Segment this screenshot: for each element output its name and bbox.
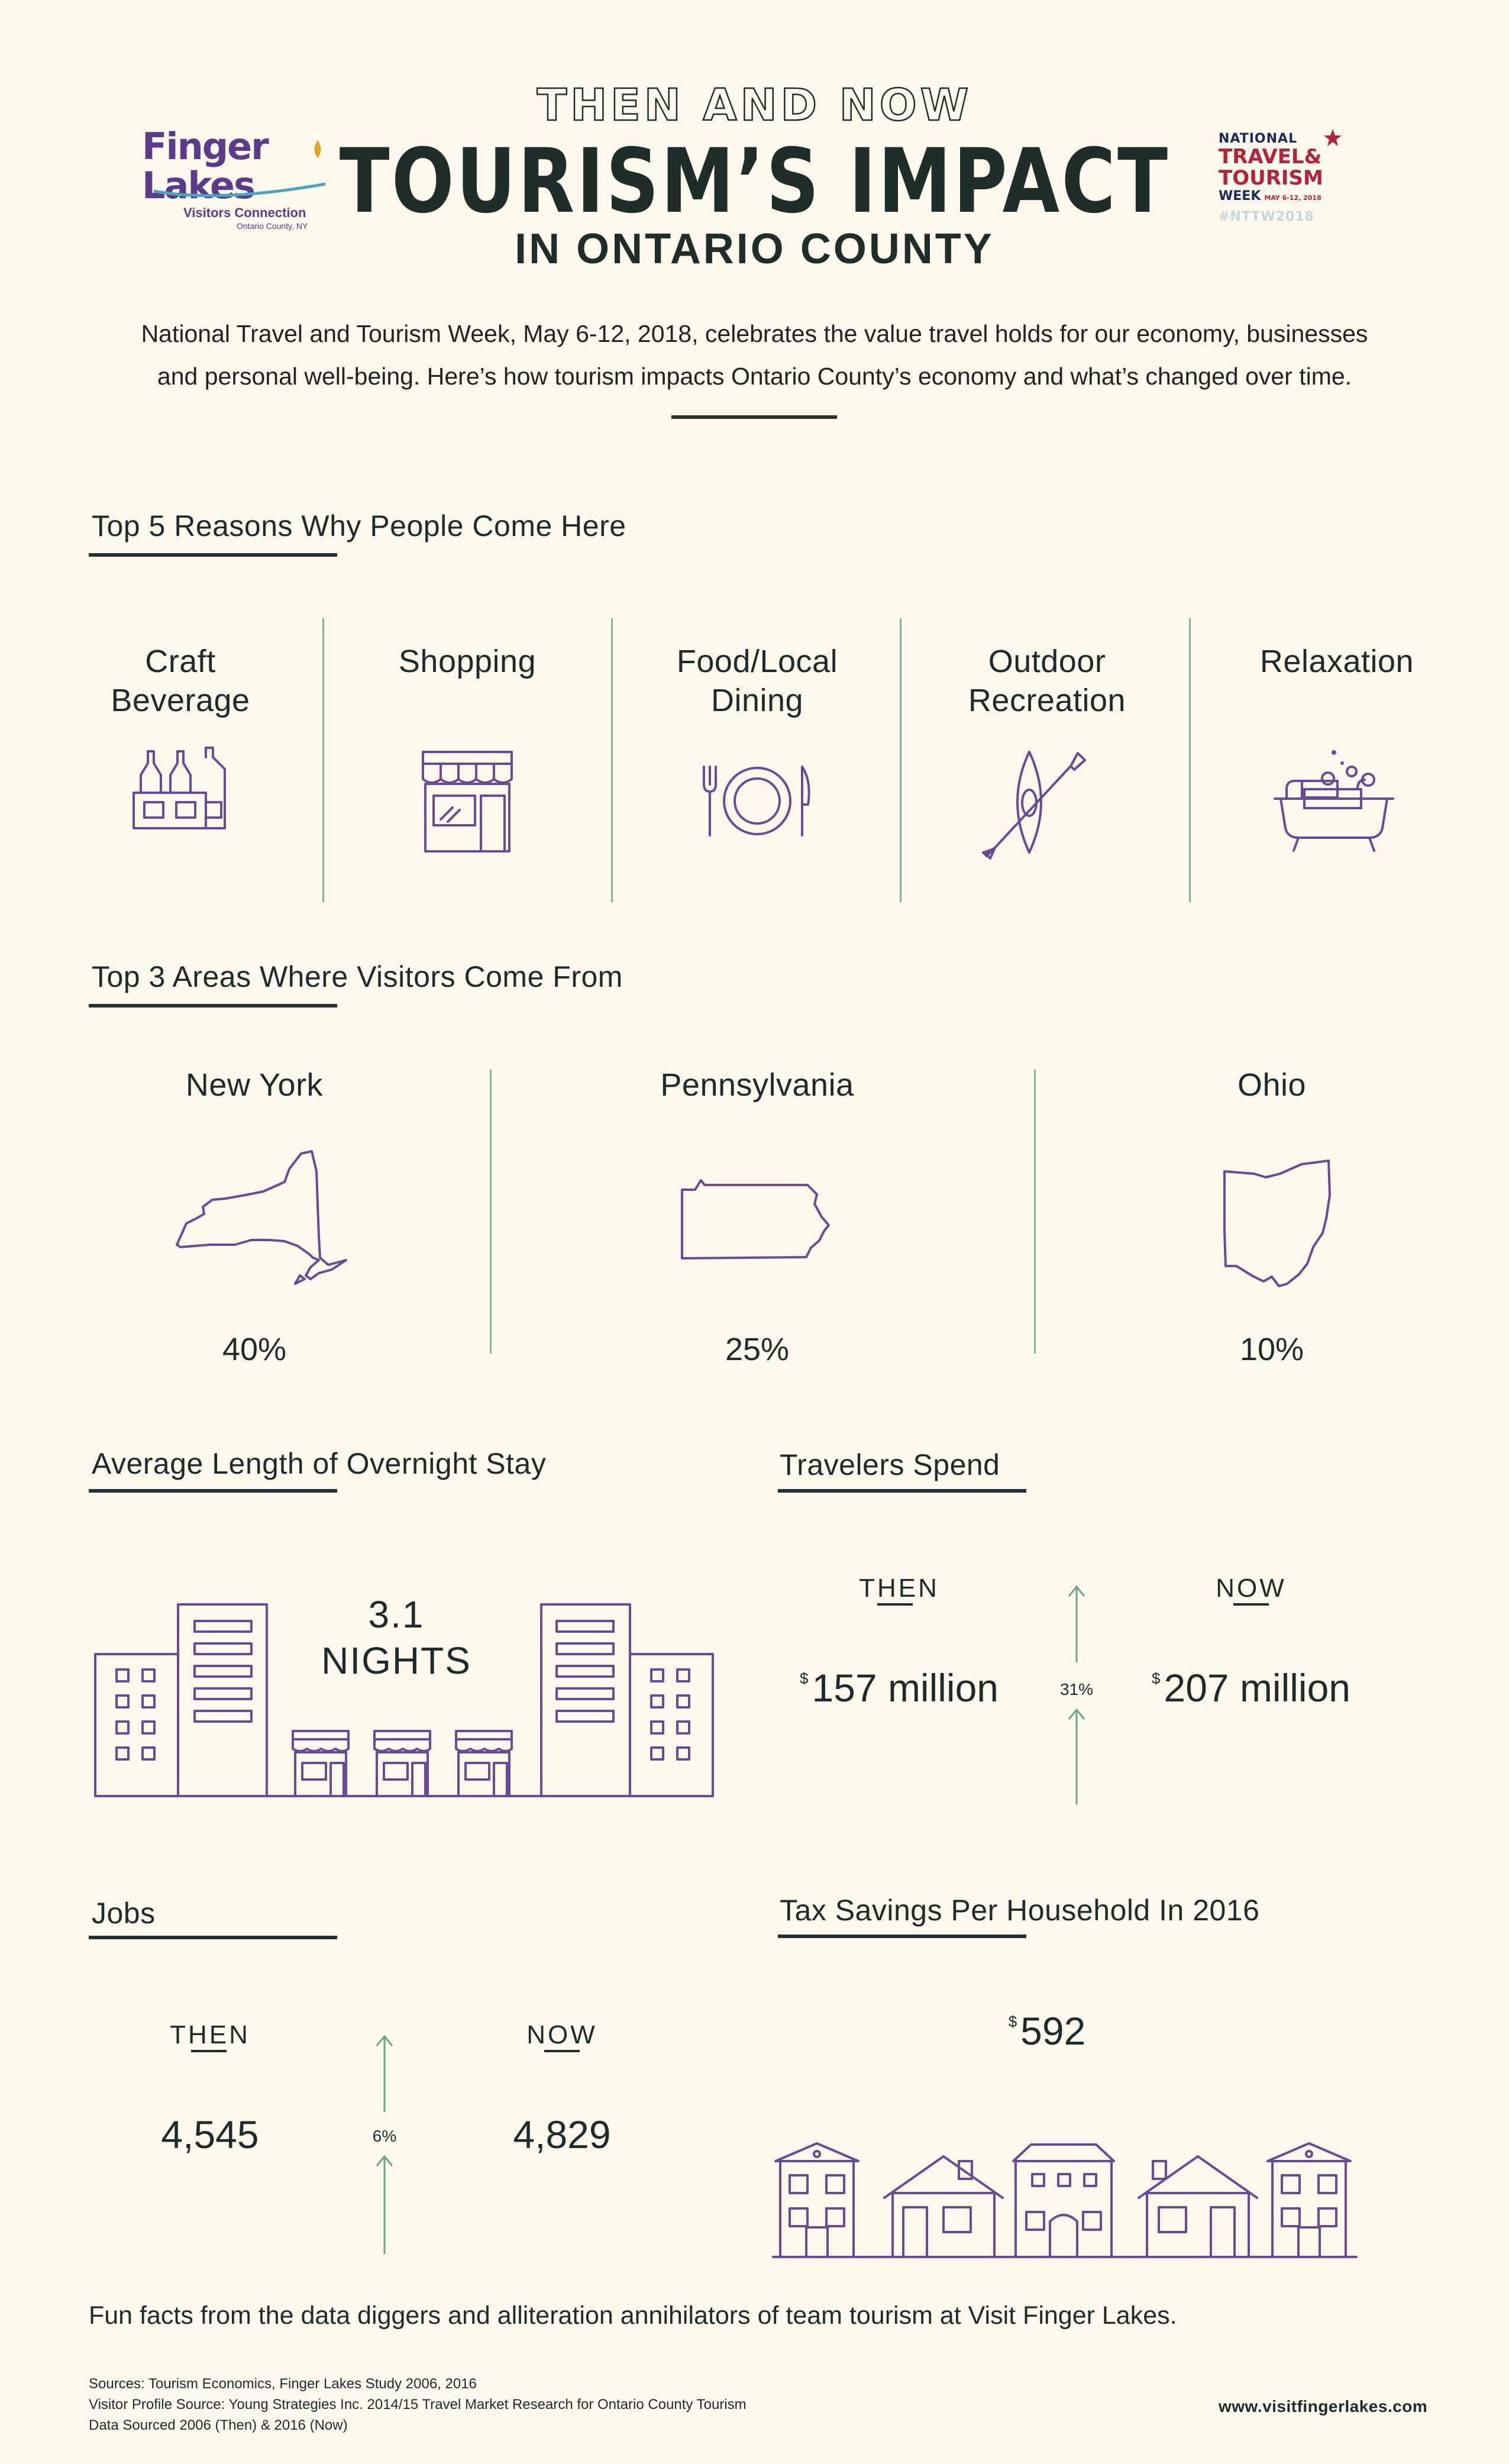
reason-relaxation: Relaxation [1259, 644, 1414, 679]
stay-number: 3.1 [368, 1593, 425, 1636]
spend-then-label: THEN [859, 1574, 939, 1603]
storefront-icon [417, 748, 518, 855]
tax-value: $592 [1008, 2009, 1086, 2053]
nttw-tourism: TOURISM [1219, 166, 1323, 190]
houses-icon [772, 2139, 1358, 2260]
area-new-york-percent: 40% [222, 1332, 287, 1367]
reason-shopping: Shopping [398, 644, 537, 679]
nttw-dates: MAY 6-12, 2018 [1264, 194, 1321, 202]
new-york-map-icon [169, 1148, 352, 1290]
intro-divider [671, 415, 837, 419]
area-pennsylvania-percent: 25% [725, 1332, 790, 1367]
spend-now-underline [1233, 1603, 1269, 1606]
spend-heading: Travelers Spend [780, 1448, 1000, 1481]
areas-divider-1 [490, 1070, 492, 1354]
bottles-icon [130, 745, 237, 840]
reasons-divider-2 [611, 618, 613, 902]
reason-food-dining: Food/Local Dining [676, 644, 838, 718]
website-link[interactable]: www.visitfingerlakes.com [1219, 2397, 1428, 2415]
areas-divider-2 [1034, 1070, 1036, 1354]
nttw-hashtag: #NTTW2018 [1219, 209, 1314, 224]
area-ohio-label: Ohio [1237, 1067, 1307, 1103]
spend-then-underline [877, 1603, 913, 1606]
intro-line-1: National Travel and Tourism Week, May 6-12, 2018, celebrates the value travel holds for our economy, businesses [141, 320, 1368, 347]
source-line-3: Data Sourced 2006 (Then) & 2016 (Now) [89, 2417, 348, 2433]
stay-heading-rule [89, 1489, 337, 1493]
spend-now-value: $207 million [1152, 1666, 1350, 1710]
reasons-divider-4 [1189, 618, 1191, 902]
spend-then-value: $157 million [800, 1666, 999, 1710]
intro-line-2: and personal well-being. Here’s how tourism impacts Ontario County’s economy and what’s changed over time. [157, 363, 1352, 390]
tax-heading: Tax Savings Per Household In 2016 [780, 1894, 1260, 1927]
ohio-map-icon [1219, 1160, 1337, 1290]
spend-change-percent: 31% [1059, 1680, 1094, 1698]
nttw-travel: TRAVEL& [1219, 145, 1322, 169]
area-ohio-percent: 10% [1239, 1332, 1304, 1367]
reason-outdoor-recreation: Outdoor Recreation [968, 644, 1126, 718]
kayak-icon [982, 748, 1088, 861]
source-line-2: Visitor Profile Source: Young Strategies Inc. 2014/15 Travel Market Research for Ontario County Tourism [89, 2397, 747, 2413]
page-subtitle: IN ONTARIO COUNTY [515, 225, 994, 273]
logo-location-text: Ontario County, NY [237, 221, 308, 231]
jobs-then-underline [191, 2050, 227, 2052]
source-line-1: Sources: Tourism Economics, Finger Lakes Study 2006, 2016 [89, 2376, 477, 2392]
fun-facts-text: Fun facts from the data diggers and alliteration annihilators of team tourism at Visit Finger Lakes. [89, 2301, 1177, 2330]
page-title: TOURISM’S IMPACT [339, 130, 1170, 233]
reasons-heading: Top 5 Reasons Why People Come Here [92, 509, 626, 542]
sources [89, 2373, 747, 2436]
pennsylvania-map-icon [677, 1174, 837, 1269]
kicker-title: THEN AND NOW [537, 80, 972, 131]
intro-text [89, 312, 1420, 398]
reasons-heading-rule [89, 553, 337, 557]
jobs-then-label: THEN [170, 2020, 250, 2049]
jobs-now-underline [544, 2050, 580, 2052]
logo-sub-text: Visitors Connection [183, 205, 306, 220]
jobs-change-arrows [370, 2035, 399, 2260]
jobs-now-label: NOW [526, 2020, 597, 2049]
jobs-change-percent: 6% [372, 2127, 397, 2145]
nttw-national: NATIONAL [1219, 131, 1298, 146]
jobs-then-value: 4,545 [161, 2113, 259, 2156]
areas-heading-rule [89, 1004, 337, 1007]
reasons-divider-3 [900, 618, 901, 902]
nttw-week: WEEK MAY 6-12, 2018 [1219, 189, 1321, 204]
tax-heading-rule [778, 1935, 1026, 1938]
spend-heading-rule [778, 1489, 1026, 1493]
plate-icon [698, 763, 816, 840]
area-new-york-label: New York [185, 1067, 324, 1103]
jobs-now-value: 4,829 [513, 2113, 611, 2156]
areas-heading: Top 3 Areas Where Visitors Come From [92, 960, 623, 993]
reasons-divider-1 [322, 618, 324, 902]
stay-unit: NIGHTS [321, 1639, 471, 1682]
logo-main-text: Finger Lakes [142, 125, 268, 207]
reason-craft-beverage: Craft Beverage [111, 644, 250, 718]
stay-heading: Average Length of Overnight Stay [92, 1447, 547, 1480]
bathtub-icon [1269, 745, 1405, 858]
spend-now-label: NOW [1216, 1574, 1287, 1603]
jobs-heading-rule [89, 1936, 337, 1939]
stay-value [284, 1591, 509, 1684]
area-pennsylvania-label: Pennsylvania [660, 1067, 854, 1103]
jobs-heading: Jobs [92, 1897, 156, 1930]
